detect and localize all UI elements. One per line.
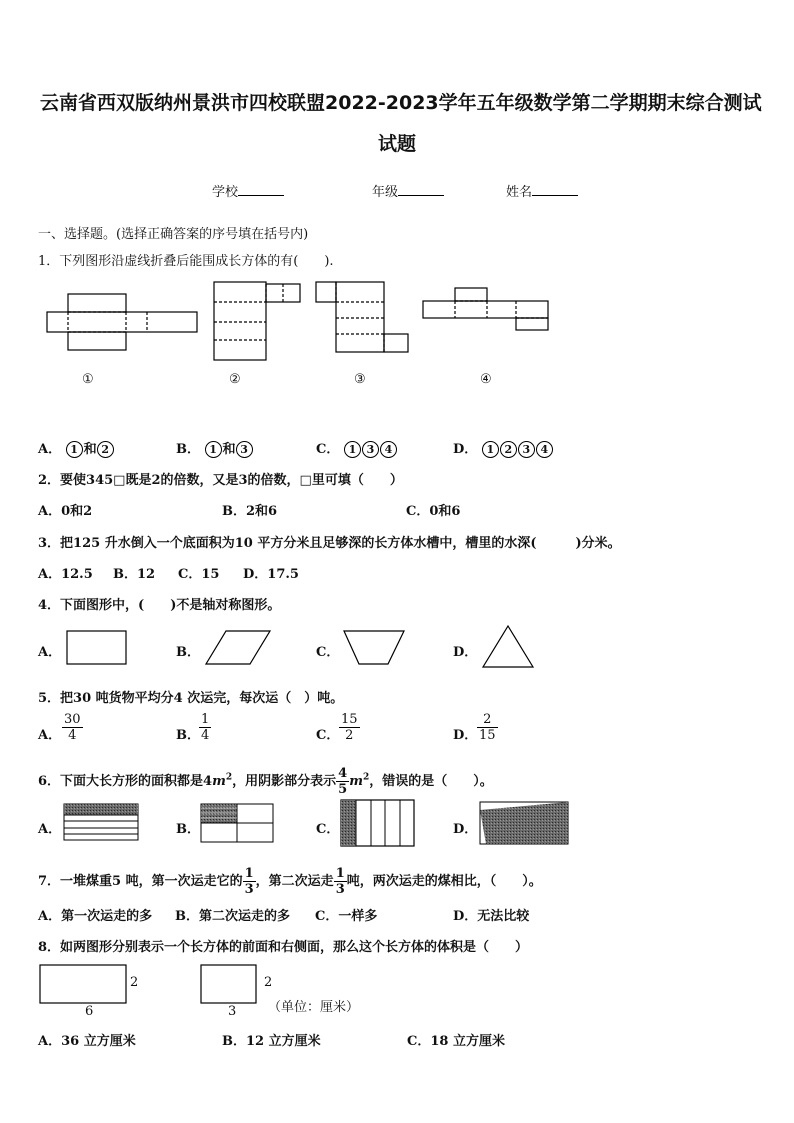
denominator: 4 [68,728,77,743]
unit: m [212,774,226,789]
denominator: 3 [335,882,345,897]
q6-shaded-figures [0,798,794,850]
name-field [506,181,578,200]
numerator: 2 [477,712,498,728]
q1-option-b[interactable] [176,438,254,458]
side-width-label: 3 [228,1004,237,1019]
circled-number: 2 [97,441,114,458]
q2-option-b[interactable]: B．2和6 [222,504,278,519]
question-4-stem: 4．下面图形中，( )不是轴对称图形。 [38,598,281,613]
denominator: 2 [345,728,354,743]
front-face-rect [40,965,126,1003]
rectangle-shape [67,631,126,664]
q3-option-c[interactable]: C．15 [178,567,220,582]
q4-letter-a[interactable]: A． [38,645,62,660]
circled-number: 4 [536,441,553,458]
superscript: 2 [362,772,370,783]
q5-letter-d[interactable]: D． [453,728,478,743]
net-figure-4 [423,288,548,330]
circled-number: 3 [236,441,253,458]
question-6-stem [38,766,493,797]
q6-letter-c[interactable]: C． [316,822,340,837]
q6-letter-d[interactable]: D． [453,822,478,837]
figure-label-2: ② [229,372,241,387]
option-text: 和 [222,442,236,457]
q1-net-figures [0,270,794,370]
q2-option-c[interactable]: C．0和6 [406,504,461,519]
circled-number: 1 [344,441,361,458]
q1-option-d[interactable] [453,438,554,458]
option-letter: A． [38,442,62,457]
grade-blank[interactable] [398,182,444,196]
front-height-label: 2 [130,975,139,990]
denominator: 3 [244,882,254,897]
numerator: 4 [338,766,348,781]
numerator: 1 [244,866,254,881]
trapezoid-shape [344,631,404,664]
q7-fraction-2 [334,866,347,897]
question-8-stem: 8．如两图形分别表示一个长方体的前面和右侧面，那么这个长方体的体积是（ ） [38,940,529,955]
q6-fraction [336,766,349,797]
unit: m [349,774,363,789]
q5-letter-c[interactable]: C． [316,728,340,743]
circled-number: 1 [205,441,222,458]
numerator: 30 [64,712,81,727]
q7-option-d[interactable]: D．无法比较 [453,909,530,924]
q3-option-b[interactable]: B．12 [113,567,156,582]
q8-option-c[interactable]: C．18 立方厘米 [407,1034,505,1049]
question-1-stem: 1．下列图形沿虚线折叠后能围成长方体的有( ). [38,254,334,269]
net-figure-3 [316,282,408,352]
q6-letter-a[interactable]: A． [38,822,62,837]
name-label: 姓名 [506,185,533,200]
q5-letter-a[interactable]: A． [38,728,62,743]
q3-option-d[interactable]: D．17.5 [243,567,299,582]
figure-label-4: ④ [480,372,492,387]
circled-number: 1 [482,441,499,458]
side-face-rect [201,965,256,1003]
q7-option-c[interactable]: C．一样多 [315,909,378,924]
option-letter: B． [176,442,200,457]
stem-part: ，用阴影部分表示 [232,774,337,789]
question-5-stem: 5．把30 吨货物平均分4 次运完，每次运（ ）吨。 [38,691,344,706]
q3-option-a[interactable]: A．12.5 [38,567,93,582]
page-title-continued: 试题 [377,133,416,155]
school-field [212,181,284,200]
grade-field [372,181,444,200]
school-label: 学校 [212,185,239,200]
q5-fraction-d [477,712,498,743]
unit-note: （单位：厘米） [268,1000,360,1015]
triangle-shape [483,626,533,667]
net-figure-1 [47,294,197,350]
figure-label-3: ③ [354,372,366,387]
q2-option-a[interactable]: A．0和2 [38,504,93,519]
stem-part: 吨，两次运走的煤相比，（ ）。 [346,874,542,889]
question-2-stem: 2．要使345□既是2的倍数，又是3的倍数，□里可填（ ） [38,473,403,488]
page-title: 云南省西双版纳州景洪市四校联盟2022-2023学年五年级数学第二学期期末综合测试 [40,92,762,114]
stem-part: 6．下面大长方形的面积都是4 [38,774,213,789]
circled-number: 3 [362,441,379,458]
name-blank[interactable] [532,182,578,196]
figure-c [341,800,414,846]
option-letter: D． [453,442,478,457]
q1-option-a[interactable] [38,438,115,458]
section-heading: 一、选择题。(选择正确答案的序号填在括号内) [38,227,309,242]
q1-option-c[interactable] [316,438,398,458]
stem-part: 7．一堆煤重5 吨，第一次运走它的 [38,874,243,889]
q7-option-a[interactable]: A．第一次运走的多 [38,909,153,924]
stem-part: ，第二次运走 [255,874,334,889]
q5-fraction-a [62,712,83,743]
parallelogram-shape [206,631,270,664]
q5-fraction-c [339,712,360,743]
side-height-label: 2 [264,975,273,990]
superscript: 2 [225,772,233,783]
q4-letter-b[interactable]: B． [176,645,200,660]
q8-figures [0,960,794,1010]
circled-number: 3 [518,441,535,458]
stem-part: ，错误的是（ ）。 [369,774,493,789]
numerator: 1 [335,866,345,881]
figure-d [480,802,568,844]
school-blank[interactable] [238,182,284,196]
denominator: 5 [338,782,348,797]
q5-fraction-b [199,712,211,743]
grade-label: 年级 [372,185,399,200]
circled-number: 2 [500,441,517,458]
denominator: 4 [201,728,210,743]
q7-option-b[interactable]: B．第二次运走的多 [175,909,290,924]
q4-letter-c[interactable]: C． [316,645,340,660]
question-3-stem: 3．把125 升水倒入一个底面积为10 平方分米且足够深的长方体水槽中，槽里的水深( )分米。 [38,536,621,551]
q6-letter-b[interactable]: B． [176,822,200,837]
circled-number: 1 [66,441,83,458]
numerator: 1 [201,712,210,727]
q8-option-b[interactable]: B．12 立方厘米 [222,1034,321,1049]
q4-shapes [0,620,794,676]
circled-number: 4 [380,441,397,458]
net-figure-2 [214,282,300,360]
front-width-label: 6 [85,1004,94,1019]
q7-fraction-1 [243,866,256,897]
option-text: 和 [83,442,97,457]
option-letter: C． [316,442,340,457]
q5-letter-b[interactable]: B． [176,728,200,743]
figure-b [201,804,273,842]
q8-option-a[interactable]: A．36 立方厘米 [38,1034,136,1049]
figure-a [64,804,138,840]
numerator: 15 [341,712,358,727]
figure-label-1: ① [82,372,94,387]
question-7-stem [38,866,542,897]
q4-letter-d[interactable]: D． [453,645,478,660]
denominator: 15 [479,728,496,743]
